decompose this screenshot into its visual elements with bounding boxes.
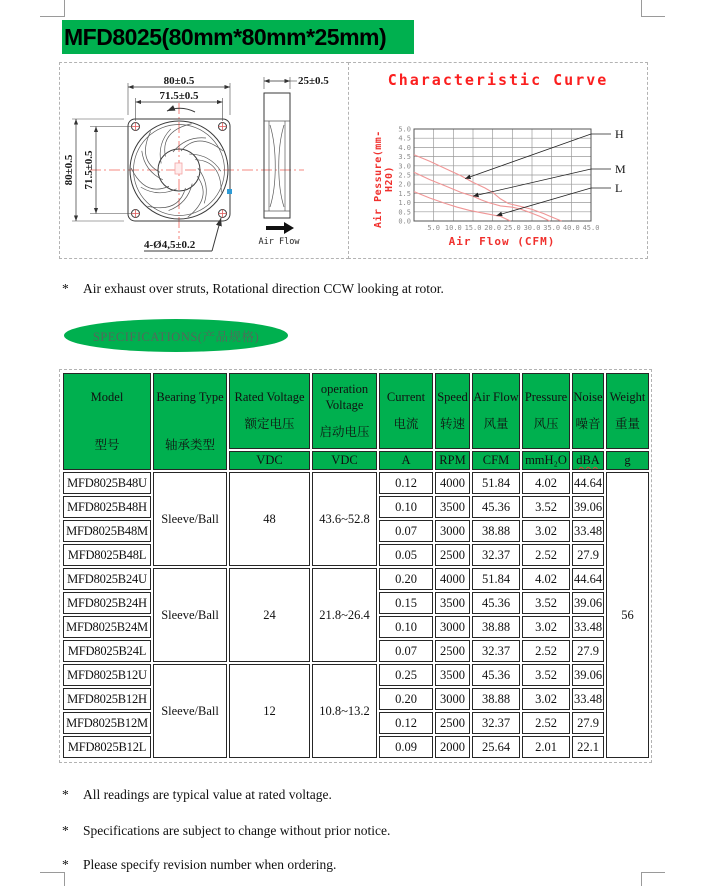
speed-cell: 3000: [435, 688, 470, 710]
air-flow-cell: 38.88: [472, 616, 520, 638]
column-header-bearing-type: Bearing Type 轴承类型: [153, 373, 227, 470]
column-header-air-flow: Air Flow 风量: [472, 373, 520, 449]
operation-voltage-cell: 10.8~13.2: [312, 664, 377, 758]
unit-rated-voltage: VDC: [229, 451, 310, 470]
table-body: [63, 472, 649, 758]
speed-cell: 3500: [435, 664, 470, 686]
bearing-type-cell: Sleeve/Ball: [153, 568, 227, 662]
curve-H: [414, 155, 562, 221]
air-flow-cell: 25.64: [472, 736, 520, 758]
pressure-cell: 3.52: [522, 496, 570, 518]
specifications-table: [61, 371, 651, 760]
table-header: [63, 373, 649, 470]
speed-cell: 3000: [435, 616, 470, 638]
svg-text:5.0: 5.0: [398, 125, 411, 134]
characteristic-curve-panel: [348, 62, 648, 259]
air-flow-cell: 45.36: [472, 592, 520, 614]
pressure-cell: 2.52: [522, 712, 570, 734]
svg-text:30.0: 30.0: [523, 224, 541, 232]
noise-cell: 33.48: [572, 688, 604, 710]
chart-y-axis-label: Air Pessure(mm-H20): [373, 130, 395, 228]
model-cell: MFD8025B24L: [63, 640, 151, 662]
page-title: MFD8025(80mm*80mm*25mm): [62, 20, 414, 54]
svg-text:10.0: 10.0: [444, 224, 462, 232]
hub-label-mark: [175, 163, 182, 174]
noise-cell: 39.06: [572, 664, 604, 686]
current-cell: 0.12: [379, 472, 433, 494]
rotation-note: * Air exhaust over struts, Rotational direction CCW looking at rotor.: [62, 281, 444, 296]
current-cell: 0.10: [379, 496, 433, 518]
rotation-direction-arrow-icon: [167, 108, 195, 112]
rated-voltage-cell: 24: [229, 568, 310, 662]
specifications-badge: SPECIFICATIONS(产品规格): [64, 319, 288, 352]
svg-text:40.0: 40.0: [562, 224, 580, 232]
current-cell: 0.15: [379, 592, 433, 614]
svg-text:1.5: 1.5: [398, 189, 411, 198]
current-cell: 0.07: [379, 520, 433, 542]
characteristic-curve-chart: [363, 119, 645, 235]
air-flow-cell: 38.88: [472, 688, 520, 710]
svg-text:45.0: 45.0: [582, 224, 600, 232]
table-row: [63, 568, 649, 590]
crop-mark-bottom-left: [40, 872, 65, 886]
unit-pressure: mmH₂O: [522, 451, 570, 470]
air-flow-cell: 38.88: [472, 520, 520, 542]
model-cell: MFD8025B48M: [63, 520, 151, 542]
footnote: * Please specify revision number when ordering.: [62, 857, 337, 872]
fan-side-view: [264, 93, 290, 218]
current-cell: 0.20: [379, 688, 433, 710]
pressure-cell: 2.52: [522, 640, 570, 662]
noise-cell: 33.48: [572, 616, 604, 638]
pressure-cell: 2.01: [522, 736, 570, 758]
current-cell: 0.12: [379, 712, 433, 734]
air-flow-cell: 51.84: [472, 568, 520, 590]
pressure-cell: 4.02: [522, 568, 570, 590]
model-cell: MFD8025B12H: [63, 688, 151, 710]
speed-cell: 4000: [435, 472, 470, 494]
pressure-cell: 2.52: [522, 544, 570, 566]
column-header-speed: Speed 转速: [435, 373, 470, 449]
model-cell: MFD8025B12U: [63, 664, 151, 686]
unit-noise: dBA: [572, 451, 604, 470]
speed-cell: 2500: [435, 544, 470, 566]
column-header-model: Model 型号: [63, 373, 151, 470]
noise-cell: 39.06: [572, 592, 604, 614]
current-cell: 0.20: [379, 568, 433, 590]
noise-cell: 44.64: [572, 568, 604, 590]
model-cell: MFD8025B24U: [63, 568, 151, 590]
unit-weight: g: [606, 451, 649, 470]
specifications-table-container: [59, 369, 652, 763]
column-header-current: Current 电流: [379, 373, 433, 449]
svg-text:0.0: 0.0: [398, 217, 411, 226]
model-cell: MFD8025B48H: [63, 496, 151, 518]
noise-cell: 33.48: [572, 520, 604, 542]
curve-L: [414, 192, 510, 221]
model-cell: MFD8025B24H: [63, 592, 151, 614]
mechanical-drawing-panel: [59, 62, 349, 259]
svg-text:3.5: 3.5: [398, 153, 411, 162]
model-cell: MFD8025B12L: [63, 736, 151, 758]
column-header-weight: Weight 重量: [606, 373, 649, 449]
column-header-noise: Noise 噪音: [572, 373, 604, 449]
footnote: * Specifications are subject to change without prior notice.: [62, 823, 391, 838]
model-cell: MFD8025B12M: [63, 712, 151, 734]
current-cell: 0.10: [379, 616, 433, 638]
table-row: [63, 664, 649, 686]
model-cell: MFD8025B48L: [63, 544, 151, 566]
column-header-rated-voltage: Rated Voltage 额定电压: [229, 373, 310, 449]
svg-text:4.5: 4.5: [398, 134, 411, 143]
svg-text:3.0: 3.0: [398, 162, 411, 171]
noise-cell: 27.9: [572, 544, 604, 566]
current-cell: 0.25: [379, 664, 433, 686]
pressure-cell: 4.02: [522, 472, 570, 494]
footnote: * All readings are typical value at rated voltage.: [62, 787, 332, 802]
dim-depth-label: 25±0.5: [298, 75, 329, 87]
air-flow-arrow-icon: [266, 222, 294, 234]
dim-holes-label: 4-Ø4,5±0.2: [144, 239, 196, 251]
fan-dimension-drawing: [60, 63, 348, 258]
current-cell: 0.09: [379, 736, 433, 758]
curve-label-L: L: [615, 181, 623, 195]
pressure-cell: 3.02: [522, 520, 570, 542]
crop-mark-bottom-right: [641, 872, 665, 886]
crop-mark-top-left: [40, 0, 65, 17]
noise-cell: 27.9: [572, 712, 604, 734]
svg-text:2.5: 2.5: [398, 171, 411, 180]
curve-M: [414, 172, 550, 221]
svg-text:4.0: 4.0: [398, 143, 411, 152]
speed-cell: 4000: [435, 568, 470, 590]
dim-inner-width-label: 71.5±0.5: [159, 90, 199, 102]
pressure-cell: 3.52: [522, 664, 570, 686]
pressure-cell: 3.52: [522, 592, 570, 614]
svg-text:5.0: 5.0: [427, 224, 440, 232]
crop-mark-top-right: [641, 0, 665, 17]
dim-inner-height-label: 71.5±0.5: [83, 150, 95, 190]
model-cell: MFD8025B24M: [63, 616, 151, 638]
pressure-cell: 3.02: [522, 688, 570, 710]
air-flow-cell: 51.84: [472, 472, 520, 494]
rotation-note-text: Air exhaust over struts, Rotational direction CCW looking at rotor.: [83, 281, 444, 296]
chart-x-axis-label: Air Flow (CFM): [448, 235, 556, 248]
curve-label-H: H: [615, 127, 624, 141]
bearing-type-cell: Sleeve/Ball: [153, 664, 227, 758]
svg-text:15.0: 15.0: [464, 224, 482, 232]
air-flow-label: Air Flow: [258, 237, 300, 247]
speed-cell: 3500: [435, 592, 470, 614]
svg-text:0.5: 0.5: [398, 208, 411, 217]
dim-height-label: 80±0.5: [63, 154, 75, 186]
svg-text:2.0: 2.0: [398, 180, 411, 189]
speed-cell: 2500: [435, 640, 470, 662]
svg-text:25.0: 25.0: [503, 224, 521, 232]
operation-voltage-cell: 43.6~52.8: [312, 472, 377, 566]
air-flow-cell: 32.37: [472, 544, 520, 566]
operation-voltage-cell: 21.8~26.4: [312, 568, 377, 662]
unit-speed: RPM: [435, 451, 470, 470]
rated-voltage-cell: 48: [229, 472, 310, 566]
curve-label-M: M: [615, 162, 626, 176]
air-flow-cell: 45.36: [472, 496, 520, 518]
weight-cell: 56: [606, 472, 649, 758]
unit-operation-voltage: VDC: [312, 451, 377, 470]
table-row: [63, 472, 649, 494]
dim-width-label: 80±0.5: [163, 75, 195, 87]
chart-title: Characteristic Curve: [387, 71, 609, 89]
selection-handle: [227, 189, 232, 194]
bearing-type-cell: Sleeve/Ball: [153, 472, 227, 566]
speed-cell: 2500: [435, 712, 470, 734]
svg-text:35.0: 35.0: [543, 224, 561, 232]
air-flow-cell: 32.37: [472, 640, 520, 662]
rated-voltage-cell: 12: [229, 664, 310, 758]
svg-text:1.0: 1.0: [398, 199, 411, 208]
column-header-operation-voltage: operation Voltage 启动电压: [312, 373, 377, 449]
noise-cell: 22.1: [572, 736, 604, 758]
pressure-cell: 3.02: [522, 616, 570, 638]
model-cell: MFD8025B48U: [63, 472, 151, 494]
noise-cell: 39.06: [572, 496, 604, 518]
air-flow-cell: 32.37: [472, 712, 520, 734]
noise-cell: 44.64: [572, 472, 604, 494]
speed-cell: 3000: [435, 520, 470, 542]
column-header-pressure: Pressure 风压: [522, 373, 570, 449]
svg-text:20.0: 20.0: [484, 224, 502, 232]
air-flow-cell: 45.36: [472, 664, 520, 686]
noise-cell: 27.9: [572, 640, 604, 662]
speed-cell: 2000: [435, 736, 470, 758]
current-cell: 0.07: [379, 640, 433, 662]
unit-air-flow: CFM: [472, 451, 520, 470]
speed-cell: 3500: [435, 496, 470, 518]
unit-current: A: [379, 451, 433, 470]
current-cell: 0.05: [379, 544, 433, 566]
